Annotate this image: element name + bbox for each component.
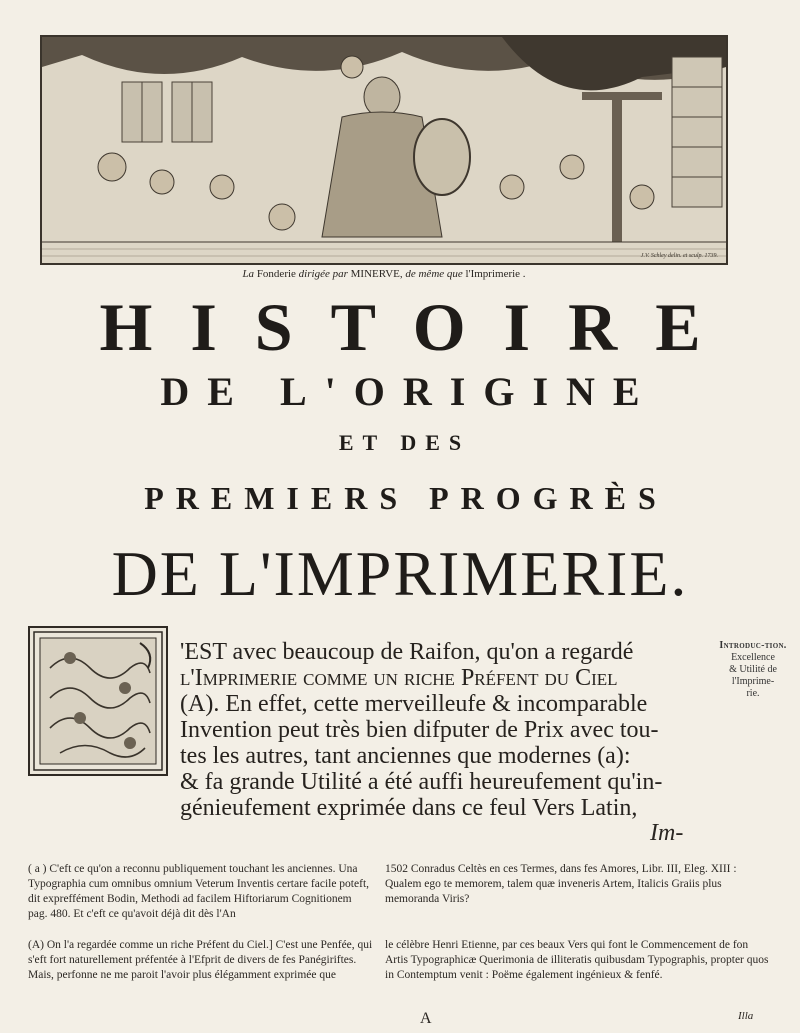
margin-note-heading: Introduc-tion. xyxy=(719,640,787,651)
title-et-des: ET DES xyxy=(338,430,471,455)
caption-part: Fonderie xyxy=(254,268,299,280)
footnote-A-right: le célèbre Henri Etienne, par ces beaux Vers qui font le Commencement de fon Artis Typographicæ Querimonia de illiteratis quibusdam Typographis, propter quos in Contemptum venit : Poëme également ingénieux & fenfé. xyxy=(385,939,769,981)
title-histoire: HISTOIRE xyxy=(99,289,739,365)
footnote-catchword: Illa xyxy=(738,1010,754,1022)
margin-note-line: rie. xyxy=(746,688,760,699)
title-de-l-imprimerie: DE L'IMPRIMERIE. xyxy=(111,538,689,609)
title-premiers-progres: PREMIERS PROGRÈS xyxy=(144,480,668,516)
margin-note-line: & Utilité de xyxy=(729,664,777,675)
caption-part: La xyxy=(242,268,255,280)
body-line: tes les autres, tant anciennes que modernes (a): xyxy=(180,743,631,769)
caption-part: de même que xyxy=(405,268,463,280)
footnote-a-right: 1502 Conradus Celtès en ces Termes, dans fes Amores, Libr. III, Eleg. XIII : Qualem ego te memorem, talem quæ inveneris Artem, Italicis Graiis plus memoranda Viris? xyxy=(385,863,737,905)
margin-note-line: Excellence xyxy=(731,652,775,663)
body-line: 'EST avec beaucoup de Raifon, qu'on a regardé xyxy=(180,639,634,665)
frontispiece-engraving xyxy=(40,35,728,265)
engraver-signature: J.V. Schley delin. et sculp. 1739. xyxy=(640,253,718,259)
margin-note-line: l'Imprime- xyxy=(731,676,775,687)
body-line: Invention peut très bien difputer de Prix avec tou- xyxy=(180,717,659,743)
title-de-l-origine: DE L'ORIGINE xyxy=(160,369,658,414)
caption-part: MINERVE, xyxy=(347,268,406,280)
body-line: l'Imprimerie comme un riche Préfent du Ciel xyxy=(180,665,618,691)
signature-mark: A xyxy=(420,1010,432,1027)
ornament-icon xyxy=(30,628,166,774)
footnote-A-left: (A) On l'a regardée comme un riche Préfent du Ciel.] C'est une Penfée, qui s'eft fort naturellement préfentée à l'Efprit de divers de fes Panégiriftes. Mais, perfonne ne me paroit l'avoir plus élégamment exprimée que xyxy=(28,939,373,981)
body-line: génieufement exprimée dans ce feul Vers Latin, xyxy=(180,795,638,821)
ornamental-initial-c xyxy=(28,626,168,776)
engraving-illustration xyxy=(42,37,726,263)
margin-note xyxy=(718,640,788,700)
body-line: & fa grande Utilité a été auffi heureufement qu'in- xyxy=(180,769,663,795)
caption-part: l'Imprimerie . xyxy=(462,268,526,280)
caption-part: dirigée par xyxy=(298,268,348,280)
engraving-caption xyxy=(40,268,728,280)
footnote-a-left: ( a ) C'eft ce qu'on a reconnu publiquement touchant les anciennes. Una Typographia cum omnibus omnium Veterum Inventis certare facile poteft, dit expreffément Bodin, Methodi ad facilem Hiftoriarum Cognitionem pag. 480. Et c'eft ce qu'avoit déjà dit dès l'An xyxy=(28,863,370,920)
catchword: Im- xyxy=(650,820,684,846)
body-line: (A). En effet, cette merveilleufe & incomparable xyxy=(180,691,648,717)
